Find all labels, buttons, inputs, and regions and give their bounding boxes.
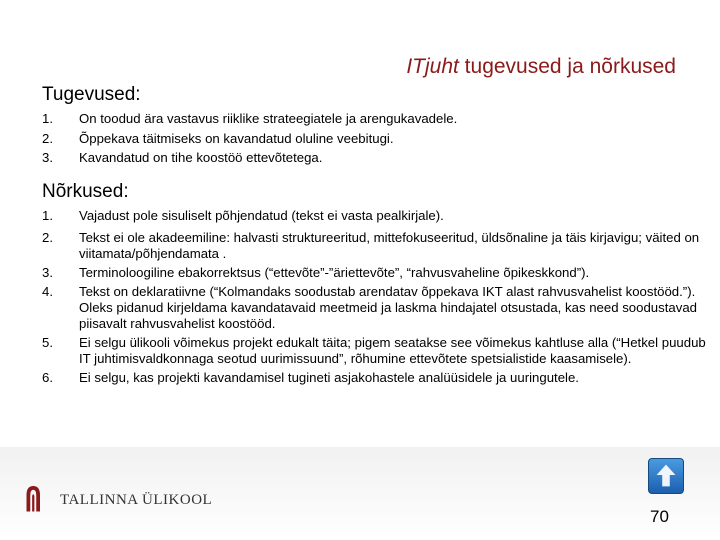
list-item [42,370,712,386]
slide-title [406,55,676,79]
list-item [42,150,712,166]
slide-title-italic: ITjuht [406,55,459,78]
list-item [42,335,712,367]
list-item-text: Terminoloogiline ebakorrektsus (“ettevõte”-”äriettevõte”, “rahvusvaheline õpikeskkond”). [79,265,590,280]
list-item-number: 5. [42,335,53,350]
list-item [42,208,712,224]
slide-title-rest: tugevused ja nõrkused [458,55,676,78]
list-item-text: On toodud ära vastavus riiklike strateegiatele ja arengukavadele. [79,111,458,126]
list-item-text: Vajadust pole sisuliselt põhjendatud (tekst ei vasta pealkirjale). [79,208,444,223]
university-logo-text: TALLINNA ÜLIKOOL [60,492,213,508]
list-item-number: 4. [42,284,53,299]
list-item-text: Kavandatud on tihe koostöö ettevõtetega. [79,150,323,165]
list-item-number: 3. [42,265,53,280]
strengths-heading: Tugevused: [42,84,141,105]
list-item-number: 6. [42,370,53,385]
list-item-number: 3. [42,150,53,165]
list-item-text: Tekst ei ole akadeemiline: halvasti struktureeritud, mittefokuseeritud, üldsõnaline ja täis kirjavigu; väited on viitamata/põhjendamata . [79,230,700,261]
list-item-number: 2. [42,130,53,146]
list-item-number: 2. [42,230,53,245]
strengths-list [42,111,712,166]
up-arrow-icon [649,459,683,493]
list-item-number: 1. [42,208,53,223]
page-number: 70 [650,507,669,526]
list-item [42,230,712,262]
nav-up-button[interactable] [648,458,684,494]
list-item [42,131,712,147]
list-item [42,111,712,127]
weaknesses-heading: Nõrkused: [42,181,129,202]
university-logo-icon [22,478,52,518]
list-item-number: 1. [42,111,53,126]
list-item-text: Ei selgu, kas projekti kavandamisel tugineti asjakohastele analüüsidele ja uuringutele. [79,370,579,385]
weaknesses-list [42,208,712,386]
list-item [42,284,712,332]
list-item [42,265,712,281]
list-item-text: Õppekava täitmiseks on kavandatud oluline veebitugi. [79,130,394,146]
list-item-text: Tekst on deklaratiivne (“Kolmandaks soodustab arendatav õppekava IKT alast rahvusvahelist koostööd.”). Oleks pidanud kirjeldama kavandatavaid meetmeid ja laskma hindajatel otsustada, kas need soodustavad piisavalt rahvusvahelist koostööd. [79,284,697,331]
list-item-text: Ei selgu ülikooli võimekus projekt edukalt täita; pigem seatakse see võimekus kahtluse alla (“Hetkel puudub IT juhtimisvaldkonnaga seotud uurimissuund”, rõhumine ettevõtete spetsialistide kaasamisele). [79,335,706,366]
